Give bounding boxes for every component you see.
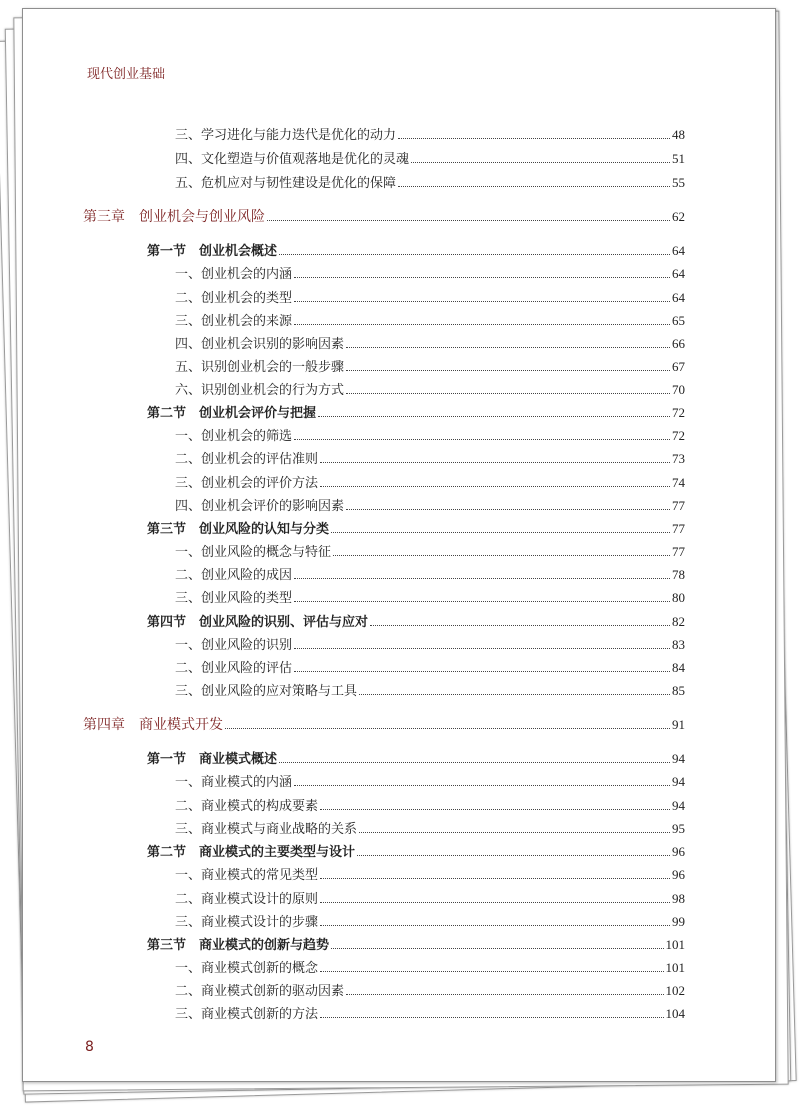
toc-entry-page: 96 <box>672 844 685 859</box>
toc-entry-page: 91 <box>672 717 685 732</box>
toc-item-entry <box>175 819 685 839</box>
toc-leader-dots <box>346 346 670 348</box>
toc-entry-title: 第一节 商业模式概述 <box>147 752 278 767</box>
toc-leader-dots <box>370 624 670 626</box>
toc-entry-page: 94 <box>672 774 685 789</box>
toc-item-entry <box>175 542 685 562</box>
toc-item-entry <box>175 1004 685 1024</box>
toc-item-entry <box>175 865 685 885</box>
toc-item-entry <box>175 958 685 978</box>
toc-entry-title: 二、创业机会的类型 <box>175 291 293 306</box>
toc-entry-page: 101 <box>665 937 685 952</box>
toc-entry-title: 三、创业机会的来源 <box>175 314 293 329</box>
toc-leader-dots <box>346 508 670 510</box>
toc-entry-page: 73 <box>672 451 685 466</box>
toc-item-entry <box>175 149 685 169</box>
toc-leader-dots <box>294 438 670 440</box>
toc-entry-page: 96 <box>672 867 685 882</box>
toc-entry-title: 六、识别创业机会的行为方式 <box>175 383 345 398</box>
toc-leader-dots <box>279 253 670 255</box>
toc-item-entry <box>175 173 685 193</box>
toc-leader-dots <box>294 670 670 672</box>
toc-leader-dots <box>294 276 670 278</box>
toc-entry-page: 85 <box>672 683 685 698</box>
toc-section-entry <box>147 519 685 539</box>
toc-leader-dots <box>411 161 670 163</box>
toc-item-entry <box>175 380 685 400</box>
toc-entry-title: 三、学习进化与能力迭代是优化的动力 <box>175 128 397 143</box>
toc-entry-title: 四、创业机会评价的影响因素 <box>175 499 345 514</box>
toc-leader-dots <box>320 901 670 903</box>
toc-leader-dots <box>225 727 670 729</box>
toc-item-entry <box>175 681 685 701</box>
toc-entry-title: 二、创业风险的评估 <box>175 661 293 676</box>
toc-entry-title: 二、创业机会的评估准则 <box>175 452 319 467</box>
toc-item-entry <box>175 772 685 792</box>
toc-entry-title: 一、创业风险的识别 <box>175 638 293 653</box>
toc-item-entry <box>175 264 685 284</box>
toc-section-entry <box>147 403 685 423</box>
toc-entry-title: 第三章 创业机会与创业风险 <box>83 209 265 225</box>
toc-leader-dots <box>294 323 670 325</box>
toc-entry-title: 一、创业机会的筛选 <box>175 429 293 444</box>
toc-leader-dots <box>359 693 670 695</box>
toc-chapter-entry <box>83 207 685 227</box>
toc-entry-title: 三、创业风险的应对策略与工具 <box>175 684 358 699</box>
toc-leader-dots <box>320 485 670 487</box>
toc-entry-title: 第四节 创业风险的识别、评估与应对 <box>147 615 369 630</box>
toc-entry-page: 99 <box>672 914 685 929</box>
toc-entry-page: 101 <box>665 960 685 975</box>
toc-entry-title: 三、创业机会的评价方法 <box>175 476 319 491</box>
toc-item-entry <box>175 449 685 469</box>
toc-section-entry <box>147 842 685 862</box>
toc-item-entry <box>175 981 685 1001</box>
toc-entry-page: 70 <box>672 382 685 397</box>
toc-item-entry <box>175 658 685 678</box>
toc-entry-page: 67 <box>672 359 685 374</box>
toc-entry-page: 77 <box>672 521 685 536</box>
toc-leader-dots <box>294 600 670 602</box>
toc-leader-dots <box>346 369 670 371</box>
toc-entry-title: 二、商业模式的构成要素 <box>175 799 319 814</box>
toc-entry-page: 55 <box>672 175 685 190</box>
toc-leader-dots <box>320 1016 663 1018</box>
toc-entry-page: 94 <box>672 798 685 813</box>
toc-leader-dots <box>294 300 670 302</box>
toc-leader-dots <box>331 531 670 533</box>
toc-entry-page: 48 <box>672 127 685 142</box>
toc-entry-page: 82 <box>672 614 685 629</box>
page-number: 8 <box>85 1039 94 1055</box>
toc-item-entry <box>175 588 685 608</box>
toc-leader-dots <box>267 219 670 221</box>
toc-leader-dots <box>346 392 670 394</box>
document-page <box>22 8 776 1082</box>
toc-entry-title: 二、商业模式设计的原则 <box>175 892 319 907</box>
toc-section-entry <box>147 935 685 955</box>
toc-leader-dots <box>331 947 663 949</box>
toc-chapter-entry <box>83 715 685 735</box>
toc-section-entry <box>147 612 685 632</box>
toc-entry-page: 84 <box>672 660 685 675</box>
toc-entry-page: 65 <box>672 313 685 328</box>
toc-entry-title: 第三节 创业风险的认知与分类 <box>147 522 330 537</box>
toc-leader-dots <box>320 808 670 810</box>
toc-entry-page: 64 <box>672 243 685 258</box>
toc-item-entry <box>175 125 685 145</box>
toc-entry-title: 四、文化塑造与价值观落地是优化的灵魂 <box>175 152 410 167</box>
toc-entry-title: 二、商业模式创新的驱动因素 <box>175 984 345 999</box>
toc-leader-dots <box>320 970 663 972</box>
toc-entry-title: 五、识别创业机会的一般步骤 <box>175 360 345 375</box>
toc-item-entry <box>175 565 685 585</box>
toc-item-entry <box>175 334 685 354</box>
toc-entry-page: 62 <box>672 209 685 224</box>
toc-entry-title: 三、商业模式创新的方法 <box>175 1007 319 1022</box>
toc-leader-dots <box>294 784 670 786</box>
toc-entry-title: 一、创业风险的概念与特征 <box>175 545 332 560</box>
toc-entry-page: 72 <box>672 405 685 420</box>
toc-leader-dots <box>398 185 670 187</box>
toc-leader-dots <box>279 761 670 763</box>
toc-leader-dots <box>294 647 670 649</box>
toc-entry-page: 78 <box>672 567 685 582</box>
toc-entry-title: 第一节 创业机会概述 <box>147 244 278 259</box>
toc-entry-title: 第四章 商业模式开发 <box>83 717 223 733</box>
toc-entry-title: 四、创业机会识别的影响因素 <box>175 337 345 352</box>
toc-entry-title: 第三节 商业模式的创新与趋势 <box>147 938 330 953</box>
toc-entry-title: 一、商业模式的常见类型 <box>175 868 319 883</box>
toc-leader-dots <box>333 554 670 556</box>
toc-leader-dots <box>357 854 670 856</box>
toc-leader-dots <box>320 877 670 879</box>
toc-entry-title: 一、创业机会的内涵 <box>175 267 293 282</box>
toc-entry-title: 五、危机应对与韧性建设是优化的保障 <box>175 176 397 191</box>
toc-leader-dots <box>294 577 670 579</box>
toc-leader-dots <box>318 415 670 417</box>
toc-item-entry <box>175 496 685 516</box>
toc-leader-dots <box>359 831 670 833</box>
toc-entry-title: 三、商业模式与商业战略的关系 <box>175 822 358 837</box>
toc-entry-page: 72 <box>672 428 685 443</box>
toc-item-entry <box>175 357 685 377</box>
toc-entry-title: 一、商业模式的内涵 <box>175 775 293 790</box>
toc-entry-page: 51 <box>672 151 685 166</box>
toc-entry-page: 98 <box>672 891 685 906</box>
toc-entry-title: 二、创业风险的成因 <box>175 568 293 583</box>
toc-entry-page: 77 <box>672 498 685 513</box>
toc-item-entry <box>175 796 685 816</box>
toc-entry-page: 64 <box>672 266 685 281</box>
toc-entry-page: 102 <box>665 983 685 998</box>
toc-leader-dots <box>320 924 670 926</box>
toc-entry-page: 74 <box>672 475 685 490</box>
toc-section-entry <box>147 241 685 261</box>
toc-item-entry <box>175 473 685 493</box>
toc-entry-page: 77 <box>672 544 685 559</box>
toc-entry-title: 三、商业模式设计的步骤 <box>175 915 319 930</box>
toc-entry-title: 三、创业风险的类型 <box>175 591 293 606</box>
toc-item-entry <box>175 889 685 909</box>
toc-entry-page: 64 <box>672 290 685 305</box>
toc-entry-page: 94 <box>672 751 685 766</box>
toc-entry-page: 66 <box>672 336 685 351</box>
toc-item-entry <box>175 912 685 932</box>
toc-entry-title: 第二节 商业模式的主要类型与设计 <box>147 845 356 860</box>
toc-leader-dots <box>398 137 670 139</box>
toc-item-entry <box>175 635 685 655</box>
toc-entry-title: 第二节 创业机会评价与把握 <box>147 406 317 421</box>
toc-entry-page: 95 <box>672 821 685 836</box>
toc-leader-dots <box>320 461 670 463</box>
toc-section-entry <box>147 749 685 769</box>
toc-item-entry <box>175 426 685 446</box>
toc-entry-page: 80 <box>672 590 685 605</box>
toc-entry-page: 104 <box>665 1006 685 1021</box>
toc-item-entry <box>175 288 685 308</box>
running-head: 现代创业基础 <box>87 67 166 82</box>
toc-leader-dots <box>346 993 663 995</box>
toc-item-entry <box>175 311 685 331</box>
toc-entry-title: 一、商业模式创新的概念 <box>175 961 319 976</box>
toc-entry-page: 83 <box>672 637 685 652</box>
